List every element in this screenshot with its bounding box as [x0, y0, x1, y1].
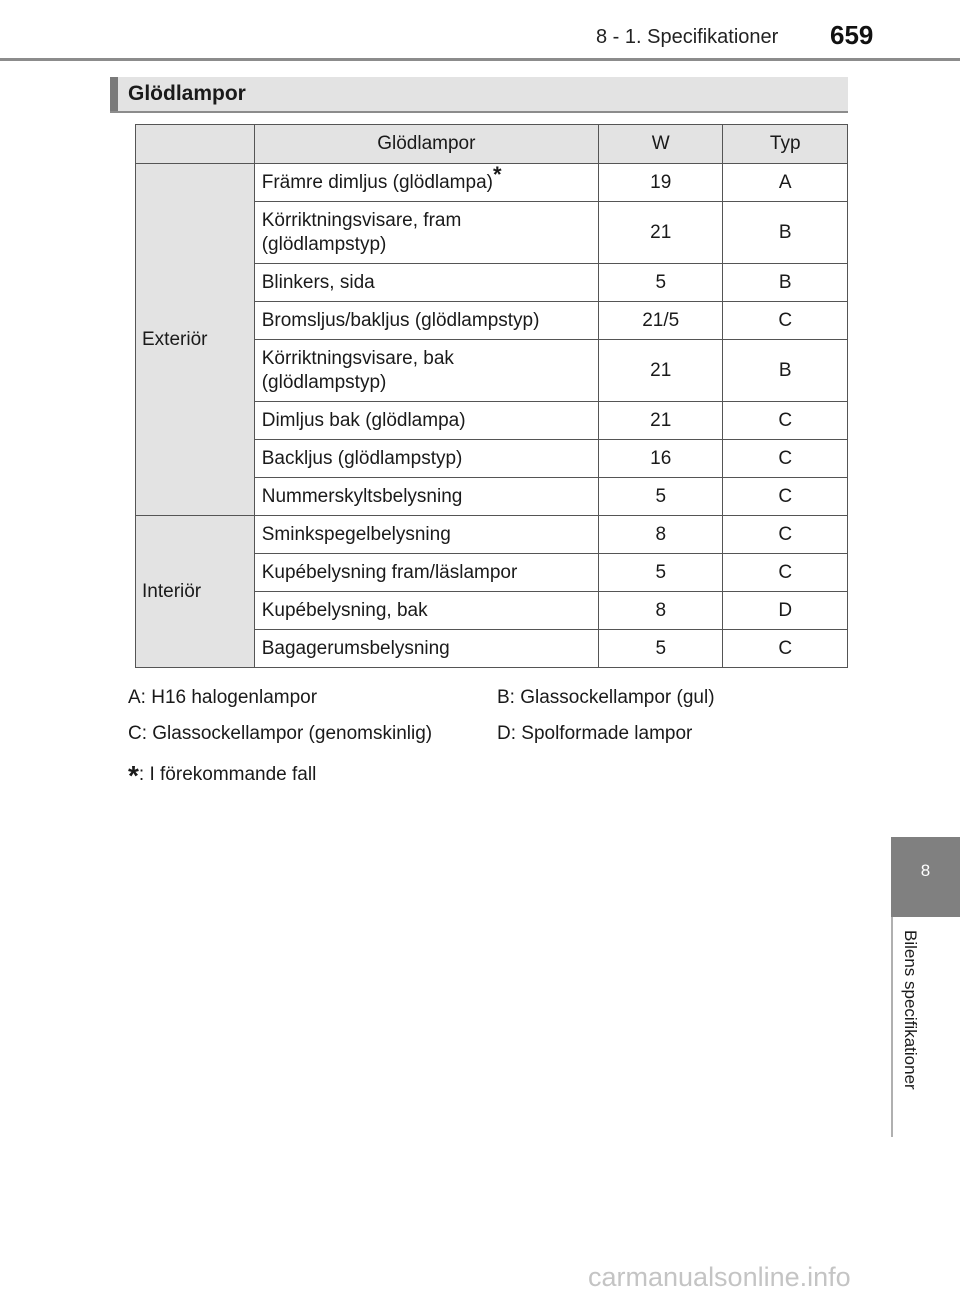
bulb-watt: 5	[598, 554, 723, 592]
bulb-type: B	[723, 202, 848, 264]
bulb-type: A	[723, 164, 848, 202]
table-header-bulb: Glödlampor	[254, 125, 598, 164]
bulb-watt: 21	[598, 202, 723, 264]
bulb-type: C	[723, 554, 848, 592]
table-header-row	[136, 125, 848, 164]
table-row	[136, 164, 848, 202]
bulb-type: C	[723, 478, 848, 516]
section-title: Glödlampor	[128, 82, 246, 105]
bulb-type: D	[723, 592, 848, 630]
table-header-watt: W	[598, 125, 723, 164]
chapter-tab	[891, 837, 960, 917]
bulb-name: Nummerskyltsbelysning	[254, 478, 598, 516]
bulb-name: Backljus (glödlampstyp)	[254, 440, 598, 478]
bulb-name: Körriktningsvisare, fram (glödlampstyp)	[254, 202, 598, 264]
footnote-star: *	[128, 760, 139, 791]
chapter-label: Bilens specifikationer	[901, 930, 920, 1090]
bulb-watt: 8	[598, 592, 723, 630]
group-label-exterior: Exteriör	[136, 164, 255, 516]
footnote-marker: *	[492, 161, 502, 187]
legend-b: B: Glassockellampor (gul)	[497, 687, 715, 708]
bulb-name: Sminkspegelbelysning	[254, 516, 598, 554]
legend-d: D: Spolformade lampor	[497, 723, 693, 744]
bulb-name: Kupébelysning fram/läslampor	[254, 554, 598, 592]
chapter-number: 8	[920, 861, 931, 880]
bulb-name: Främre dimljus (glödlampa)*	[254, 164, 598, 202]
bulb-name: Kupébelysning, bak	[254, 592, 598, 630]
header-divider	[0, 58, 960, 61]
bulb-type: C	[723, 516, 848, 554]
bulb-watt: 5	[598, 478, 723, 516]
legend-a: A: H16 halogenlampor	[128, 687, 318, 708]
section-bar-accent	[110, 77, 118, 111]
bulb-type: C	[723, 630, 848, 668]
bulb-name: Körriktningsvisare, bak (glödlampstyp)	[254, 340, 598, 402]
section-heading-bar	[110, 77, 848, 113]
bulb-watt: 5	[598, 264, 723, 302]
footnote-text: : I förekommande fall	[138, 764, 317, 785]
bulb-name: Bromsljus/bakljus (glödlampstyp)	[254, 302, 598, 340]
legend-c: C: Glassockellampor (genomskinlig)	[128, 723, 433, 744]
bulb-watt: 5	[598, 630, 723, 668]
watermark: carmanualsonline.info	[588, 1262, 851, 1292]
group-label-interior: Interiör	[136, 516, 255, 668]
bulb-watt: 19	[598, 164, 723, 202]
table-row	[136, 516, 848, 554]
bulb-type: C	[723, 440, 848, 478]
table-header-group	[136, 125, 255, 164]
bulb-type: B	[723, 340, 848, 402]
bulb-watt: 21	[598, 340, 723, 402]
page-number: 659	[830, 20, 874, 50]
chapter-tab-line	[891, 917, 893, 1137]
bulb-watt: 21/5	[598, 302, 723, 340]
bulb-name: Dimljus bak (glödlampa)	[254, 402, 598, 440]
header-section-title: 8 - 1. Specifikationer	[596, 26, 779, 48]
bulb-name: Blinkers, sida	[254, 264, 598, 302]
bulb-name: Bagagerumsbelysning	[254, 630, 598, 668]
bulb-watt: 21	[598, 402, 723, 440]
bulb-watt: 8	[598, 516, 723, 554]
bulb-type: C	[723, 402, 848, 440]
bulb-table	[135, 124, 848, 668]
bulb-type: B	[723, 264, 848, 302]
table-header-type: Typ	[723, 125, 848, 164]
bulb-type: C	[723, 302, 848, 340]
bulb-watt: 16	[598, 440, 723, 478]
footnote	[128, 755, 317, 791]
